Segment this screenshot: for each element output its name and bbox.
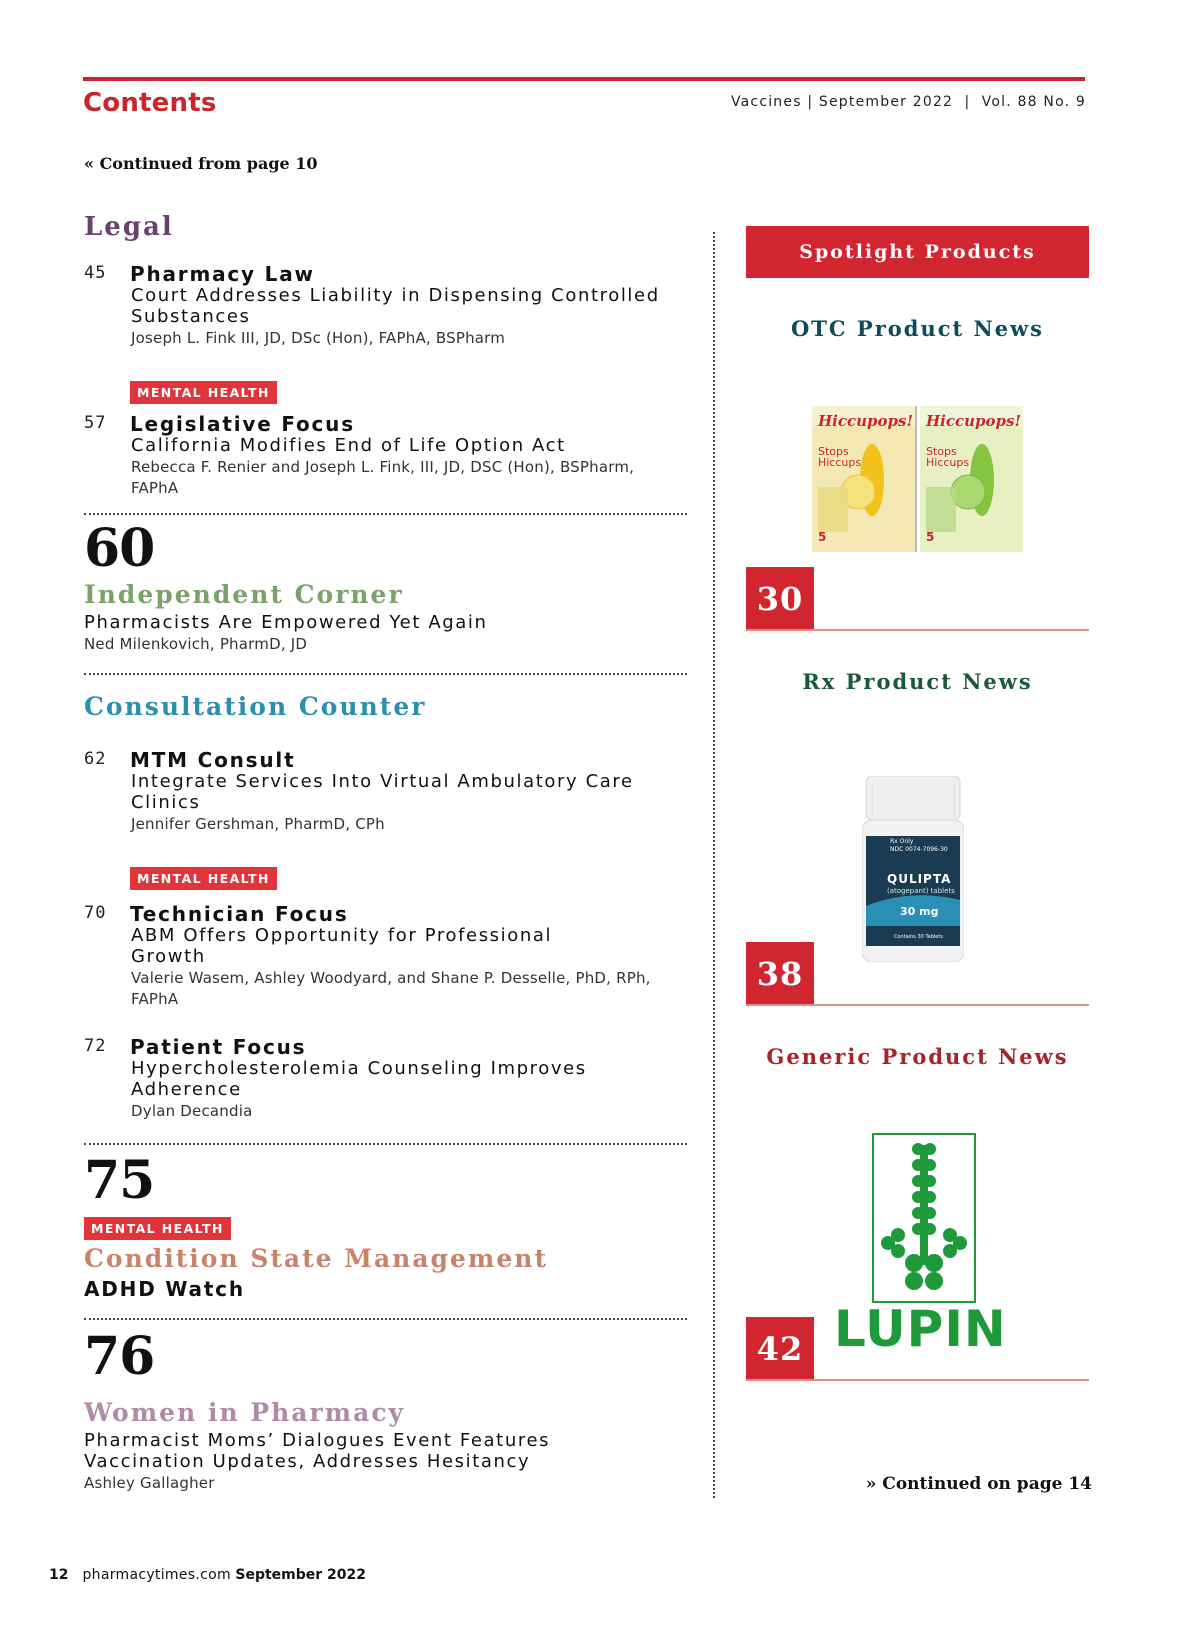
article-title: ABM Offers Opportunity for Professional Growth — [131, 925, 553, 967]
article-author: Ned Milenkovich, PharmD, JD — [84, 635, 308, 653]
article-author: Ashley Gallagher — [84, 1474, 215, 1492]
article-title: California Modifies End of Life Option Act — [131, 435, 566, 456]
article-department: Pharmacy Law — [130, 262, 315, 286]
mental-health-badge: MENTAL HEALTH — [84, 1217, 231, 1240]
section-heading-women-in-pharmacy: Women in Pharmacy — [84, 1398, 406, 1427]
lupin-clover-icon — [874, 1135, 974, 1301]
article-department: Technician Focus — [130, 902, 349, 926]
section-heading-consultation-counter: Consultation Counter — [84, 692, 427, 721]
mental-health-badge: MENTAL HEALTH — [130, 867, 277, 890]
hiccupops-tagline-right: Stops Hiccups — [926, 445, 970, 469]
dotted-divider — [84, 513, 687, 515]
section-heading-condition-state-management: Condition State Management — [84, 1244, 548, 1273]
generic-product-news-heading: Generic Product News — [766, 1044, 1069, 1069]
generic-rule — [746, 1379, 1089, 1381]
article-page-number: 57 — [84, 413, 107, 433]
rx-product-news-heading: Rx Product News — [802, 669, 1033, 694]
qulipta-strength: 30 mg — [900, 905, 939, 918]
article-department: MTM Consult — [130, 748, 296, 772]
hiccupops-brand-right: Hiccupops! — [926, 412, 1022, 430]
hiccupops-count-right: 5 — [926, 530, 935, 544]
hiccupops-tagline-left: Stops Hiccups — [818, 445, 862, 469]
dotted-divider — [84, 1318, 687, 1320]
mental-health-badge: MENTAL HEALTH — [130, 381, 277, 404]
footer-date: September 2022 — [235, 1567, 367, 1583]
rx-page-number[interactable]: 38 — [746, 942, 814, 1006]
article-author: Jennifer Gershman, PharmD, CPh — [131, 815, 385, 833]
feature-page-number: 75 — [84, 1150, 155, 1211]
article-page-number: 70 — [84, 903, 107, 923]
feature-page-number: 60 — [84, 518, 155, 579]
hiccupops-brand-left: Hiccupops! — [818, 412, 914, 430]
article-title: Integrate Services Into Virtual Ambulatory Care Clinics — [131, 771, 634, 813]
qulipta-product-image[interactable] — [862, 776, 964, 962]
otc-product-news-heading: OTC Product News — [790, 316, 1044, 341]
qulipta-contents: Contains 30 Tablets — [894, 934, 943, 940]
article-author: Dylan Decandia — [131, 1102, 253, 1120]
issue-line: Vaccines | September 2022 | Vol. 88 No. 9 — [730, 94, 1086, 110]
generic-page-number[interactable]: 42 — [746, 1317, 814, 1381]
article-title: Pharmacist Moms’ Dialogues Event Features Vaccination Updates, Addresses Hesitancy — [84, 1430, 551, 1472]
article-author: Valerie Wasem, Ashley Woodyard, and Shane P. Desselle, PhD, RPh, FAPhA — [131, 969, 651, 1008]
hiccupops-product-image[interactable] — [810, 402, 1025, 554]
article-author: Joseph L. Fink III, JD, DSc (Hon), FAPhA, BSPharm — [131, 329, 506, 347]
article-page-number: 45 — [84, 263, 107, 283]
lupin-logo-frame — [872, 1133, 976, 1303]
article-page-number: 62 — [84, 749, 107, 769]
qulipta-generic: (atogepant) tablets — [887, 887, 955, 895]
page-title: Contents — [83, 88, 217, 118]
dotted-divider — [84, 673, 687, 675]
rx-only-label: Rx Only — [890, 838, 914, 845]
otc-rule — [746, 629, 1089, 631]
page-footer — [49, 1567, 366, 1583]
section-heading-independent-corner: Independent Corner — [84, 580, 404, 609]
dotted-divider — [84, 1143, 687, 1145]
article-department: ADHD Watch — [84, 1277, 245, 1301]
qulipta-brand: QULIPTA — [887, 872, 952, 886]
article-department: Patient Focus — [130, 1035, 307, 1059]
article-author: Rebecca F. Renier and Joseph L. Fink, III, JD, DSC (Hon), BSPharm, FAPhA — [131, 458, 635, 497]
footer-page-number: 12 — [49, 1567, 69, 1583]
spotlight-products-banner: Spotlight Products — [746, 226, 1089, 278]
article-title: Hypercholesterolemia Counseling Improves Adherence — [131, 1058, 587, 1100]
rx-rule — [746, 1004, 1089, 1006]
article-department: Legislative Focus — [130, 412, 355, 436]
continued-on-link[interactable]: » Continued on page 14 — [865, 1474, 1092, 1494]
article-title: Court Addresses Liability in Dispensing Controlled Substances — [131, 285, 660, 327]
feature-page-number: 76 — [84, 1326, 155, 1387]
ndc-label: NDC 0074-7096-30 — [890, 846, 948, 853]
continued-from-link[interactable]: « Continued from page 10 — [84, 154, 318, 173]
article-title: Pharmacists Are Empowered Yet Again — [84, 612, 488, 633]
hiccupops-count-left: 5 — [818, 530, 827, 544]
column-divider — [713, 232, 715, 1498]
article-page-number: 72 — [84, 1036, 107, 1056]
section-heading-legal: Legal — [84, 212, 174, 242]
lupin-logo-text: LUPIN — [834, 1300, 1007, 1358]
otc-page-number[interactable]: 30 — [746, 567, 814, 631]
footer-site[interactable]: pharmacytimes.com — [82, 1567, 231, 1583]
top-rule — [83, 77, 1085, 81]
